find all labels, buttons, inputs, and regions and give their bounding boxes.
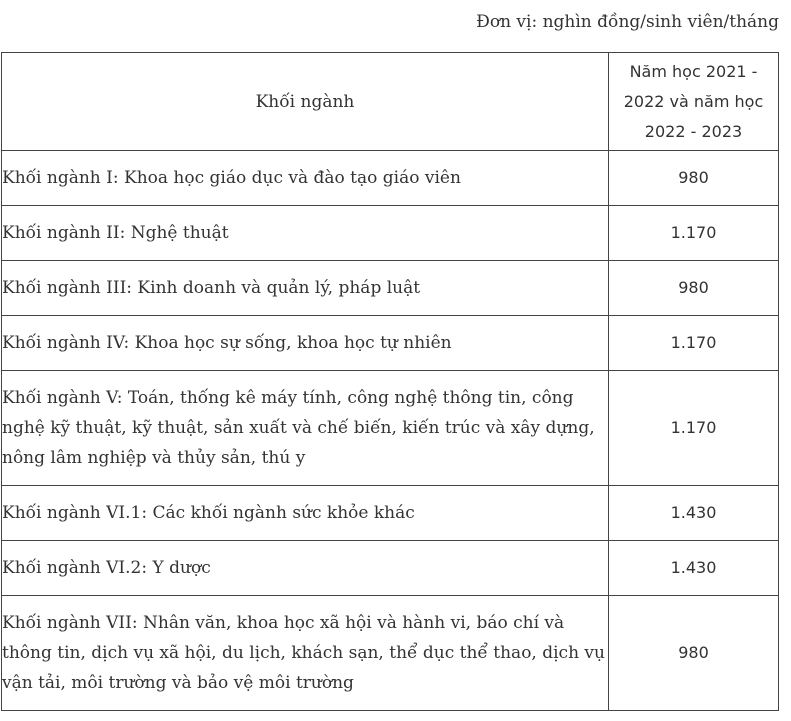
row-fee: 1.170 xyxy=(609,206,779,261)
row-group-name: Khối ngành V: Toán, thống kê máy tính, công nghệ thông tin, công nghệ kỹ thuật, kỹ thuật, sản xuất và chế biến, kiến trúc và xây dựng, nông lâm nghiệp và thủy sản, thú y xyxy=(2,371,609,486)
row-fee: 980 xyxy=(609,151,779,206)
row-group-name: Khối ngành VI.1: Các khối ngành sức khỏe khác xyxy=(2,486,609,541)
table-row xyxy=(2,596,779,711)
row-fee: 980 xyxy=(609,261,779,316)
header-group: Khối ngành xyxy=(2,53,609,151)
row-fee: 1.430 xyxy=(609,541,779,596)
row-group-name: Khối ngành IV: Khoa học sự sống, khoa học tự nhiên xyxy=(2,316,609,371)
table-header-row xyxy=(2,53,779,151)
row-group-name: Khối ngành VII: Nhân văn, khoa học xã hội và hành vi, báo chí và thông tin, dịch vụ xã hội, du lịch, khách sạn, thể dục thể thao, dịch vụ vận tải, môi trường và bảo vệ môi trường xyxy=(2,596,609,711)
header-year: Năm học 2021 - 2022 và năm học 2022 - 2023 xyxy=(609,53,779,151)
row-fee: 1.430 xyxy=(609,486,779,541)
row-group-name: Khối ngành I: Khoa học giáo dục và đào tạo giáo viên xyxy=(2,151,609,206)
row-group-name: Khối ngành II: Nghệ thuật xyxy=(2,206,609,261)
row-group-name: Khối ngành III: Kinh doanh và quản lý, pháp luật xyxy=(2,261,609,316)
table-row xyxy=(2,316,779,371)
table-row xyxy=(2,486,779,541)
row-fee: 1.170 xyxy=(609,316,779,371)
unit-note: Đơn vị: nghìn đồng/sinh viên/tháng xyxy=(476,12,779,32)
row-fee: 1.170 xyxy=(609,371,779,486)
table-row xyxy=(2,151,779,206)
table-row xyxy=(2,541,779,596)
table-row xyxy=(2,371,779,486)
row-group-name: Khối ngành VI.2: Y dược xyxy=(2,541,609,596)
table-row xyxy=(2,261,779,316)
tuition-table xyxy=(1,52,779,711)
row-fee: 980 xyxy=(609,596,779,711)
table-row xyxy=(2,206,779,261)
